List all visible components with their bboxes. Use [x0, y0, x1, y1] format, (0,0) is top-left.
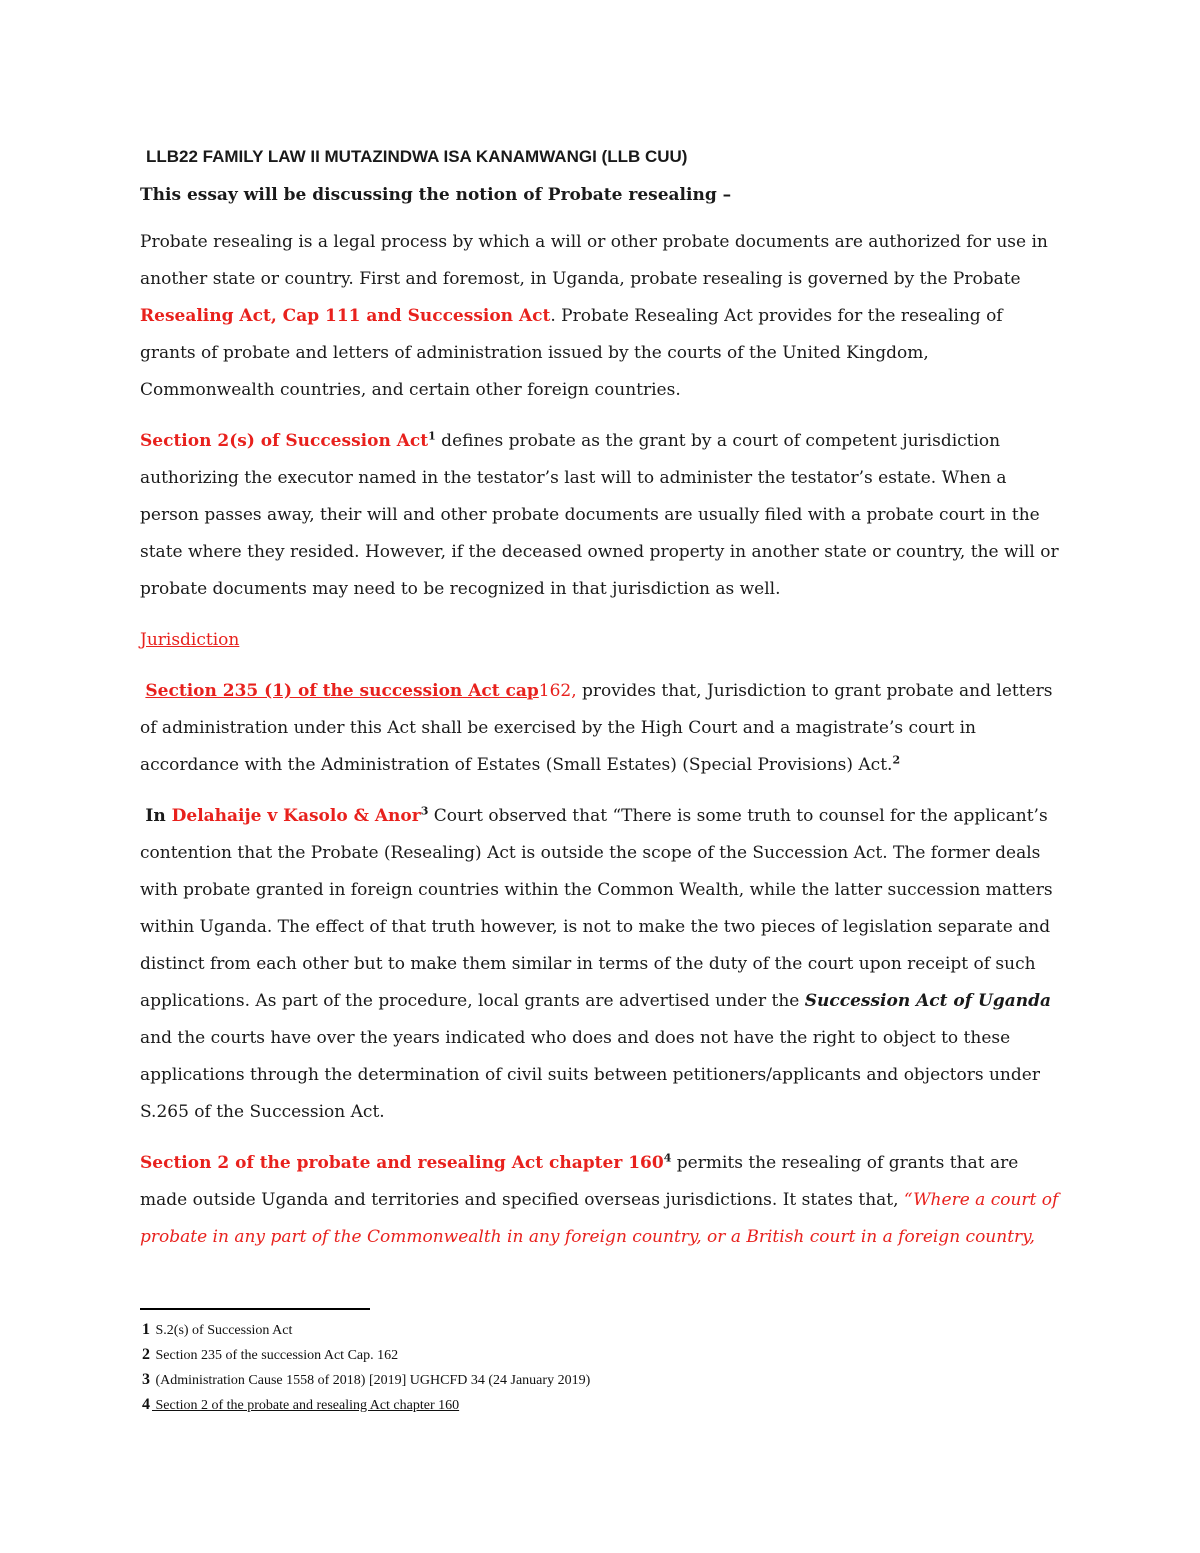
text: . Probate Resealing Act provides for the resealing of grants of probate and letters of administration issued by the courts of the United Kingdom, Commonwealth countries, and certain other foreign countries. — [140, 306, 1003, 400]
paragraph-section-2s — [140, 423, 1060, 608]
case-name: Delahaije v Kasolo & Anor — [171, 806, 421, 826]
footnote-ref-4[interactable]: 4 — [663, 1151, 672, 1165]
highlight-section-2s: Section 2(s) of Succession Act — [140, 431, 429, 451]
text: provides that, Jurisdiction to grant probate and letters of administration under this Act shall be exercised by the High Court and a magistrate’s court in accordance with the Administration of Estates (Small Estates) (Special Provisions) Act. — [140, 681, 1053, 775]
text: Court observed that “There is some truth to counsel for the applicant’s contention that the Probate (Resealing) Act is outside the scope of the Succession Act. The former deals with probate granted in foreign countries within the Common Wealth, while the latter succession matters within Uganda. The effect of that truth however, is not to make the two pieces of legislation separate and distinct from each other but to make them similar in terms of the duty of the court upon receipt of such applications. As part of the procedure, local grants are advertised under the — [140, 806, 1053, 1011]
footnote-number: 1 — [142, 1321, 150, 1338]
highlight-section-235: Section 235 (1) of the succession Act cap — [145, 681, 539, 701]
text: In — [145, 806, 172, 826]
text: defines probate as the grant by a court of competent jurisdiction authorizing the executor named in the testator’s last will to administer the testator’s estate. When a person passes away, their will and other probate documents are usually filed with a probate court in the state where they resided. However, if the deceased owned property in another state or country, the will or probate documents may need to be recognized in that jurisdiction as well. — [140, 431, 1059, 599]
footnote-number: 2 — [142, 1346, 150, 1363]
highlight-cap-162: 162, — [538, 681, 577, 701]
footnote-text[interactable]: Section 2 of the probate and resealing Act chapter 160 — [152, 1398, 460, 1413]
quoted-provision: “Where a court of probate in any part of the Commonwealth in any foreign country, or a British court in a foreign country, — [140, 1190, 1059, 1247]
document-heading: LLB22 FAMILY LAW II MUTAZINDWA ISA KANAMWANGI (LLB CUU) — [146, 147, 688, 166]
text: permits the resealing of grants that are made outside Uganda and territories and specified overseas jurisdictions. It states that, — [140, 1153, 1019, 1210]
footnote-ref-1[interactable]: 1 — [428, 429, 436, 443]
subheading-jurisdiction: Jurisdiction — [140, 630, 240, 650]
footnote-text: S.2(s) of Succession Act — [152, 1323, 293, 1338]
highlight-section-2: Section 2 of the probate and resealing Act chapter 160 — [140, 1153, 664, 1173]
paragraph-section-2-resealing — [140, 1145, 1060, 1256]
text: Probate resealing is a legal process by which a will or other probate documents are authorized for use in another state or country. First and foremost, in Uganda, probate resealing is governed by the Probate — [140, 232, 1048, 289]
succession-act-emphasis: Succession Act of Uganda — [804, 991, 1051, 1011]
footnote-ref-3[interactable]: 3 — [420, 804, 429, 818]
paragraph-section-235 — [140, 673, 1060, 784]
footnotes — [142, 1318, 590, 1418]
footnote-ref-2[interactable]: 2 — [892, 753, 901, 767]
paragraph-probate-resealing — [140, 224, 1060, 409]
footnote-item — [142, 1343, 590, 1368]
highlight-resealing-act: Resealing Act, Cap 111 and Succession Act — [140, 306, 551, 326]
footnote-item — [142, 1368, 590, 1393]
document-page — [140, 142, 1060, 1256]
footnote-item — [142, 1318, 590, 1343]
footnote-item — [142, 1393, 590, 1418]
footnote-text: Section 235 of the succession Act Cap. 162 — [152, 1348, 399, 1363]
paragraph-delahaije-case — [140, 798, 1060, 1131]
footnote-number: 4 — [142, 1396, 150, 1413]
footnote-text: (Administration Cause 1558 of 2018) [2019] UGHCFD 34 (24 January 2019) — [152, 1373, 591, 1388]
essay-intro: This essay will be discussing the notion of Probate resealing – — [140, 185, 732, 205]
footnote-number: 3 — [142, 1371, 150, 1388]
text: and the courts have over the years indicated who does and does not have the right to object to these applications through the determination of civil suits between petitioners/applicants and objectors under S.265 of the Succession Act. — [140, 1028, 1040, 1122]
footnote-divider — [140, 1308, 370, 1310]
